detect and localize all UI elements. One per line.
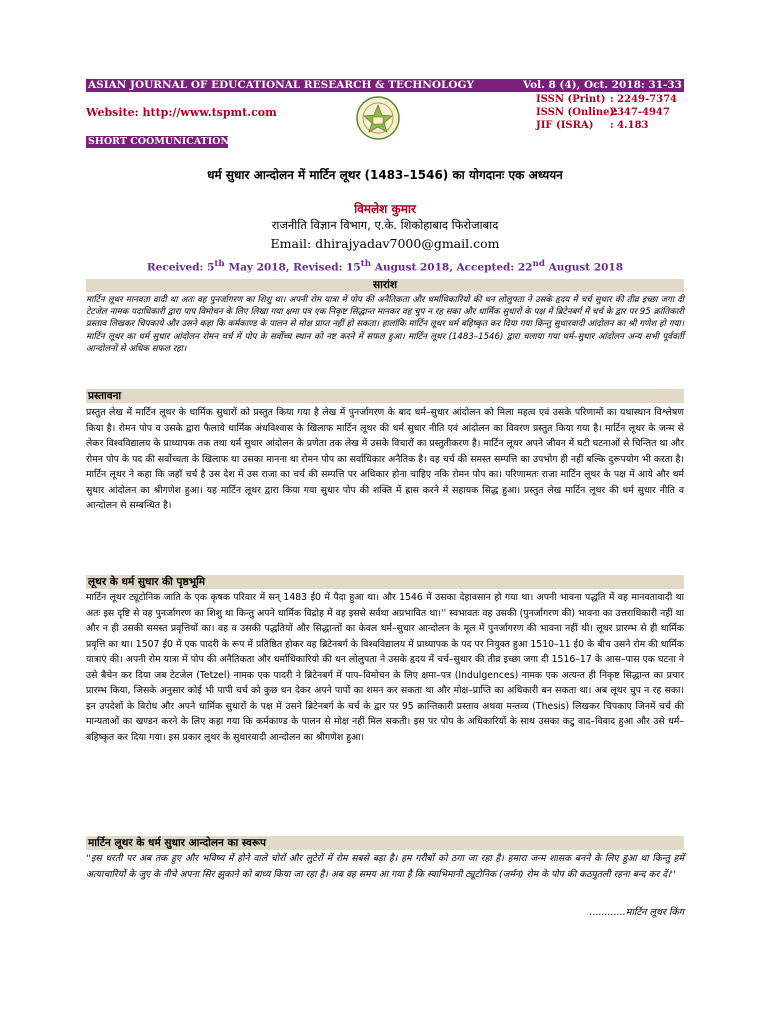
author-department: राजनीति विज्ञान विभाग, ए.के. शिकोहाबाद फिरोजाबाद (271, 218, 499, 232)
author-email[interactable]: Email: dhirajyadav7000@gmail.com (270, 236, 500, 251)
volume-info: Vol. 8 (4), Oct. 2018: 31-33 (522, 79, 682, 91)
journal-logo (355, 95, 401, 141)
section-heading-nature: मार्टिन लूथर के धर्म सुधार आन्दोलन का स्वरूप (86, 836, 684, 850)
luther-quote: ''इस धरती पर अब तक हुए और भविष्य में होने वाले चोरों और लुटेरों में रोम सबसे बड़ा है। हम गरीबों को ठगा जा रहा है। हमारा जन्म शासक बनने के लिए हुआ था किन्तु हमें अत्याचारियों के जुए के नीचे अपना सिर झुकाने को बाध्य किया जा रहा है। अब वह समय आ गया है कि स्वाभिमानी ट्यूटोनिक (जर्मन) रोम के पोप की कठपुतली रहना बन्द कर दें।'' (86, 853, 684, 880)
abstract-text: मार्टिन लूथर मानवता वादी था अतः वह पुनर्जागरण का शिशु था। अपनी रोम यात्रा में पोप की अनैतिकता और धर्माधिकारियों की धन लोलुपता ने उसके हृदय में चर्च सुधार की तीव्र इच्छा जगा दी टेटजेल नामक पदाधिकारी द्वारा पाप विमोचन के लिए लिखा गया क्षमा पत्र एक निकृष्ट सिद्धान्त मानकर वह चुप न रह सका और धार्मिक सुधारों के पक्ष में ब्रिटेनबर्ग में चर्च के द्वार पर 95 क्रांतिकारी प्रस्ताव लिखकर चिपकाये और उसने कहा कि कर्मकाण्ड के पालन से मोक्ष प्राप्त नहीं हो सकता। हालांकि मार्टिन लूथर धर्म बहिष्कृत कर दिया गया किन्तु सुधारवादी आंदोलन का श्री गणेश हो गया। मार्टिन लूथर का धर्म सुधार आंदोलन रोमन चर्च में पोप के सर्वोच्च स्थान को नष्ट करने में सफल हुआ। मार्टिन लूथर (1483–1546) द्वारा चलाया गया धर्म–सुधार आंदोलन अन्य सभी पूर्ववर्ती आन्दोलनों से अधिक सफल रहा। (86, 295, 684, 354)
article-dates: Received: 5th May 2018, Revised: 15th August 2018, Accepted: 22nd August 2018 (146, 259, 624, 274)
issn-print-row: ISSN (Print) : 2249-7374 (536, 94, 677, 105)
quote-signature: ............मार्टिन लूथर किंग (589, 907, 684, 918)
jif-row: JIF (ISRA) : 4.183 (536, 120, 649, 131)
author-name: विमलेश कुमार (354, 202, 416, 216)
journal-name: ASIAN JOURNAL OF EDUCATIONAL RESEARCH & TECHNOLOGY (88, 79, 475, 91)
issn-block (536, 93, 686, 132)
issn-online-row: ISSN (Online): 2347-4947 (536, 107, 670, 118)
section-heading-introduction: प्रस्तावना (86, 389, 684, 403)
section-text-background: मार्टिन लूथर ट्यूटोनिक जाति के एक कृषक परिवार में सन् 1483 ई0 में पैदा हुआ था। और 1546 में उसका देहावसान हो गया था। अपनी भावना पद्धति में वह मानवतावादी था अतः इस दृष्टि से वह पुनर्जागरण का शिशु था किन्तु अपने धार्मिक विद्रोह में वह इससे सर्वथा अप्रभावित था।'' स्वभावतः वह उसकी (पुनर्जागरण की) भावना का उत्तराधिकारी नहीं था और न ही उसकी समस्त प्रवृत्तियों का। वह व उसकी पद्धतियों और सिद्धान्तों का केवल धर्म–सुधार आन्दोलन के मूल में पुनर्जागरण की भावना नहीं थी। लूथर प्रारम्भ से ही धार्मिक प्रवृत्ति का था। 1507 ई0 में एक पादरी के रूप में प्रतिष्ठित होकर वह ब्रिटेनबर्ग के विश्वविद्यालय में प्राध्यापक के पद पर नियुक्त हुआ 1510–11 ई0 के बीच उसने रोम की धार्मिक यात्राएं की। अपनी रोम यात्रा में पोप की अनैतिकता और धर्माधिकारियो की धन लोलुपता ने उसके हृदय में चर्च–सुधार की तीव्र इच्छा जगा दी 1516–17 के आस–पास एक घटना ने उसे बैचेन कर दिया जब टेटजेल (Tetzel) नामक एक पादरी ने ब्रिटेनबर्ग में पाप–विमोचन के लिए क्षमा–पत्र (Indulgences) नामक एक अत्यन्त ही निकृष्ट सिद्धान्त का प्रचार प्रारम्भ किया, जिसके अनुसार कोई भी पापी चर्च को कुछ धन देकर अपने पापों का शमन कर सकता था और मोक्ष–प्राप्ति का अधिकारी बन सकता था। अब लूथर चुप न रह सका। इन उपदेशों के विरोध और अपने धार्मिक सुधारों के पक्ष में उसने ब्रिटेनबर्ग के चर्च के द्वार पर 95 क्रान्तिकारी प्रस्ताव अथवा मन्तव्य (Thesis) लिखकर चिपकाए जिनमें चर्च की मान्यताओं का खण्डन करने के लिए कहा गया कि कर्मकाण्ड के पालन से मोक्ष नहीं मिल सकती। इस पर पोप के अधिकारियों के साथ उसका कटु वाद–विवाद हुआ और उसे धर्म–बहिष्कृत कर दिया गया। इस प्रकार लूथर के सुधारवादी आन्दोलन का श्रीगणेश हुआ। (86, 592, 684, 743)
article-category: SHORT COOMUNICATION (88, 136, 230, 147)
website-link[interactable]: Website: http://www.tspmt.com (86, 106, 277, 119)
article-title: धर्म सुधार आन्दोलन में मार्टिन लूथर (1483–1546) का योगदानः एक अध्ययन (207, 168, 563, 182)
abstract-heading: सारांश (86, 279, 684, 292)
section-heading-background: लूथर के धर्म सुधार की पृष्ठभूमि (86, 575, 684, 589)
journal-header-bar (86, 79, 684, 92)
section-text-introduction: प्रस्तुत लेख में मार्टिन लूथर के धार्मिक सुधारों को प्रस्तुत किया गया है लेख में पुनर्जागरण के बाद धर्म–सुधार आंदोलन को मिला महत्व एवं उसके परिणामों का यथास्थान विश्लेषण किया है। रोमन पोप व उसके द्वारा फैलाये धार्मिक अंधविश्वास के खिलाफ मार्टिन लूथर की धर्म सुधार नीति एवं आंदोलन का विवरण प्रस्तुत किया गया है। मार्टिन लूथर के जन्म से लेकर विश्वविद्यालय के प्राध्यापक तक तथा धर्म सुधार आंदोलन के प्रणेता तक लेख में उसके विचारों का प्रस्तुतीकरण है। मार्टिन लूथर अपने जीवन में घटी घटनाओं से चिन्तित था और रोमन पोप के पद की सर्वोच्चता के खिलाफ था उसका मानना था रोमन पोप का सर्वाधिकार अनैतिक है। वह चर्च की समस्त सम्पत्ति का उपभोग ही नहीं बल्कि दुरूपयोग भी करता है। मार्टिन लूथर ने कहा कि जहाँ चर्च है उस देश में उस राजा का चर्च की सम्पत्ति पर अधिकार होना चाहिए नकि रोमन पोप का। परिणामतः राजा मार्टिन लूथर के पक्ष में आये और धर्म सुधार आंदोलन का श्रीगणेश हुआ। यह मार्टिन लूथर द्वारा किया गया सुधार पोप की शक्ति में ह्रास करने में सहायक सिद्ध हुआ। प्रस्तुत लेख मार्टिन लूथर की धर्म सुधार नीति व आन्दोलन से सम्बन्धित है। (86, 407, 684, 511)
